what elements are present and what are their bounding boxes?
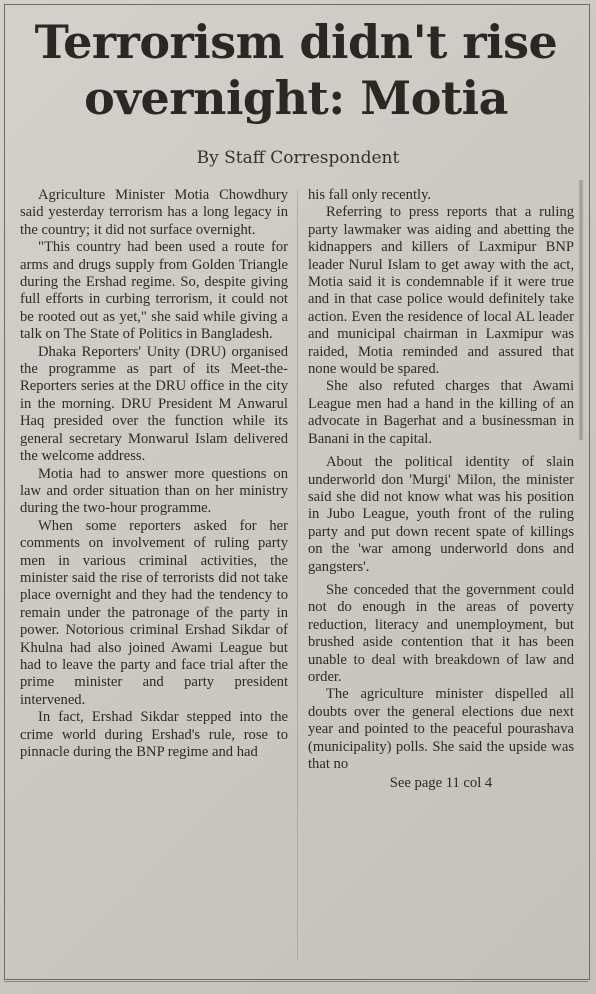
continuation-note[interactable]: See page 11 col 4 — [389, 775, 493, 792]
paper-fold-shadow — [578, 180, 584, 440]
paragraph: In fact, Ershad Sikdar stepped into the crime world during Ershad's rule, rose to pinnacle during the BNP regime and had — [20, 709, 288, 760]
paragraph: Referring to press reports that a ruling party lawmaker was aiding and abetting the kidnappers and killers of Laxmipur BNP leader Nurul Islam to get away with the act, Motia said it is condemnable if it were true and in that case police would definitely take action. Even the residence of local AL leader and municipal chairman in Laxmipur was raided, Motia reminded and assured that none would be spared. — [308, 204, 574, 378]
paragraph: She conceded that the government could not do enough in the areas of poverty reduction, literacy and unemployment, but brushed aside contention that it has been unable to deal with breakdown of law and order. — [308, 581, 574, 685]
paragraph: The agriculture minister dispelled all doubts over the general elections due next year and pointed to the peaceful pourashava (municipality) polls. She said the upside was that no — [308, 686, 574, 772]
article-column-left — [20, 187, 288, 761]
paragraph: Motia had to answer more questions on law and order situation than on her ministry during the two-hour programme. — [20, 465, 288, 517]
headline: Terrorism didn't rise overnight: Motia — [34, 15, 558, 125]
paragraph: She also refuted charges that Awami League men had a hand in the killing of an advocate in Bagerhat and a businessman in Banani in the capital. — [308, 378, 574, 447]
paragraph: When some reporters asked for her comments on involvement of ruling party men in various criminal activities, the minister said the rise of terrorists did not take place overnight and they had the tendency to remain under the patronage of the party in power. Notorious criminal Ershad Sikdar of Khulna had also joined Awami League but had to leave the party and face trial after the prime minister and party president intervened. — [20, 517, 288, 708]
paragraph: Dhaka Reporters' Unity (DRU) organised the programme as part of its Meet-the-Reporters series at the DRU office in the city in the morning. DRU President M Anwarul Haq presided over the function while its general secretary Monwarul Islam delivered the welcome address. — [20, 343, 288, 465]
paragraph: About the political identity of slain underworld don 'Murgi' Milon, the minister said she did not know what was his position in Jubo League, youth front of the ruling party and put down recent spate of killings on the 'war among underworld dons and gangsters'. — [308, 454, 574, 575]
paragraph: Agriculture Minister Motia Chowdhury said yesterday terrorism has a long legacy in the country; it did not surface overnight. — [20, 187, 288, 238]
paragraph: "This country had been used a route for arms and drugs supply from Golden Triangle during the Ershad regime. So, despite giving full efforts in curbing terrorism, it could not be rooted out as yet," she said while giving a talk on The State of Politics in Bangladesh. — [20, 239, 288, 343]
paragraph: his fall only recently. — [308, 187, 432, 203]
column-divider — [297, 190, 298, 960]
clipping-bottom-rule — [4, 978, 588, 982]
byline: By Staff Correspondent — [196, 148, 400, 168]
article-column-right — [308, 187, 574, 793]
